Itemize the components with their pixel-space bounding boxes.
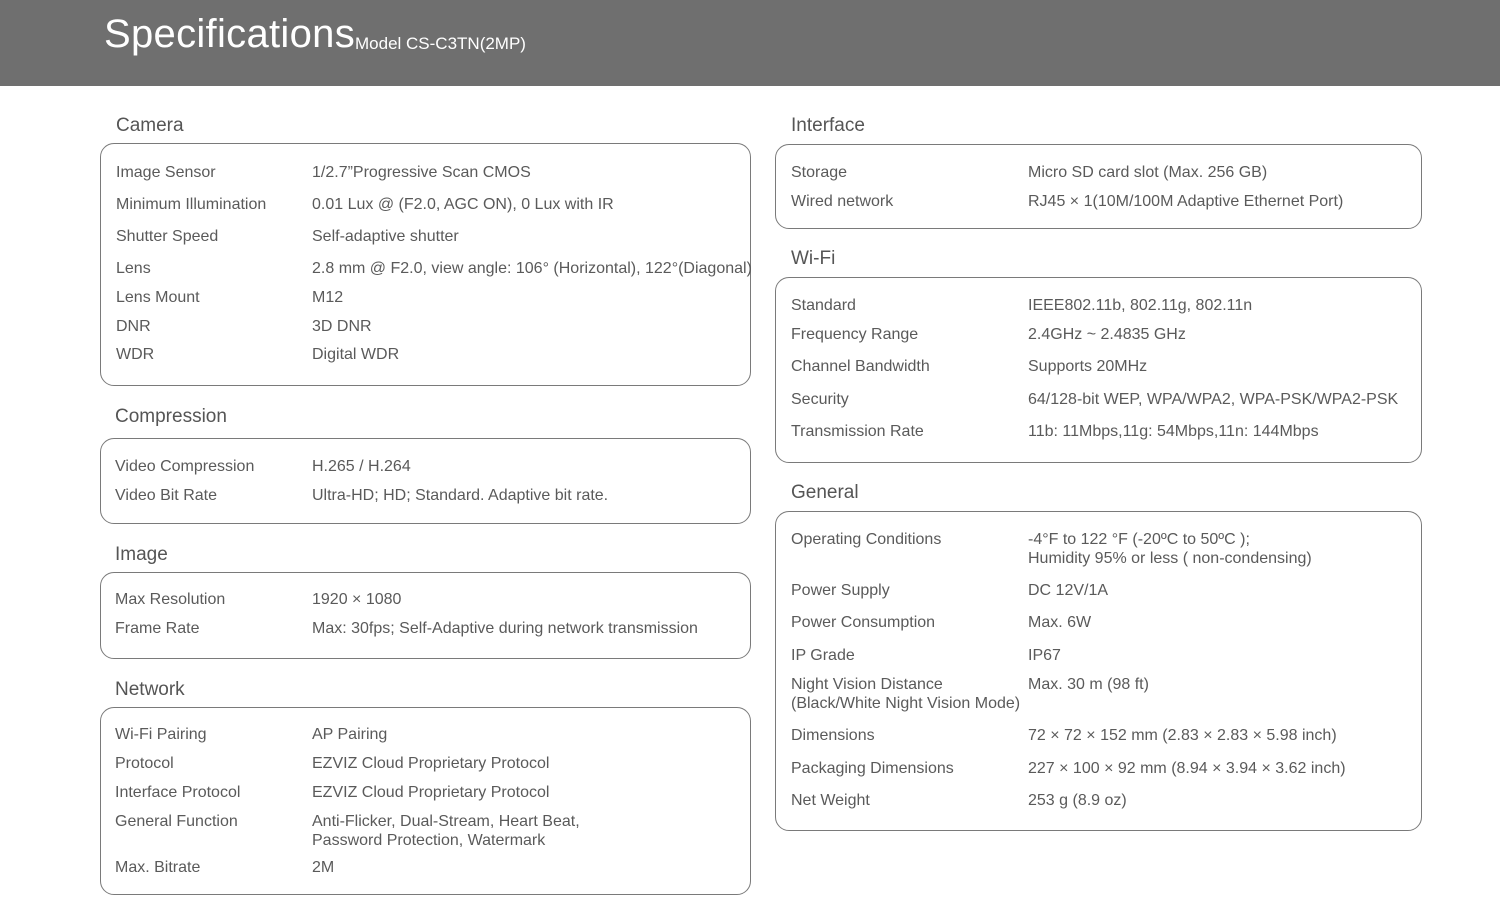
spec-label: Net Weight [791, 792, 870, 809]
spec-label: Security [791, 391, 849, 408]
spec-value: 2.8 mm @ F2.0, view angle: 106° (Horizontal), 122°(Diagonal) [312, 260, 752, 277]
spec-value: 72 × 72 × 152 mm (2.83 × 2.83 × 5.98 inch) [1028, 727, 1337, 744]
spec-label: Max Resolution [115, 591, 226, 608]
spec-label: Storage [791, 164, 848, 181]
spec-label: Wi-Fi Pairing [115, 726, 207, 743]
spec-label: Shutter Speed [116, 228, 219, 245]
spec-label: DNR [116, 318, 151, 335]
spec-value: Micro SD card slot (Max. 256 GB) [1028, 164, 1268, 181]
spec-value: RJ45 × 1(10M/100M Adaptive Ethernet Port) [1028, 193, 1344, 210]
section-title-compression: Compression [115, 406, 227, 427]
spec-value: H.265 / H.264 [312, 458, 411, 475]
spec-label: Channel Bandwidth [791, 358, 930, 375]
spec-value: Digital WDR [312, 346, 400, 363]
spec-value: Max: 30fps; Self-Adaptive during network transmission [312, 620, 698, 637]
spec-value: 227 × 100 × 92 mm (8.94 × 3.94 × 3.62 inch) [1028, 760, 1346, 777]
model-subtitle: Model CS-C3TN(2MP) [355, 34, 526, 53]
spec-value: 2.4GHz ~ 2.4835 GHz [1028, 326, 1186, 343]
spec-label: Interface Protocol [115, 784, 241, 801]
spec-value: EZVIZ Cloud Proprietary Protocol [312, 784, 550, 801]
page-title: Specifications [104, 12, 355, 56]
spec-value: Anti-Flicker, Dual-Stream, Heart Beat, [312, 813, 580, 830]
spec-label: Power Supply [791, 582, 890, 599]
section-title-image: Image [115, 544, 168, 565]
spec-label: Operating Conditions [791, 531, 942, 548]
spec-label: Video Compression [115, 458, 255, 475]
spec-value: IEEE802.11b, 802.11g, 802.11n [1028, 297, 1253, 314]
spec-label-line2: (Black/White Night Vision Mode) [791, 695, 1021, 712]
spec-value: 253 g (8.9 oz) [1028, 792, 1127, 809]
spec-label: General Function [115, 813, 238, 830]
section-title-wifi: Wi-Fi [791, 248, 836, 269]
spec-value-line2: Humidity 95% or less ( non-condensing) [1028, 550, 1312, 567]
spec-label: Packaging Dimensions [791, 760, 954, 777]
spec-value: -4°F to 122 °F (-20ºC to 50ºC ); [1028, 531, 1250, 548]
spec-label: Video Bit Rate [115, 487, 217, 504]
spec-value: 3D DNR [312, 318, 372, 335]
spec-box-interface [775, 144, 1422, 229]
spec-value: 11b: 11Mbps,11g: 54Mbps,11n: 144Mbps [1028, 423, 1319, 440]
spec-label: IP Grade [791, 647, 855, 664]
spec-label: Max. Bitrate [115, 859, 201, 876]
spec-value: Max. 30 m (98 ft) [1028, 676, 1149, 693]
spec-label: Lens [116, 260, 151, 277]
spec-box-image [100, 572, 751, 659]
spec-label: Dimensions [791, 727, 875, 744]
section-title-camera: Camera [116, 115, 184, 136]
header-bar [0, 0, 1500, 86]
spec-value: DC 12V/1A [1028, 582, 1109, 599]
spec-label: WDR [116, 346, 155, 363]
spec-value: 2M [312, 859, 335, 876]
spec-value: AP Pairing [312, 726, 388, 743]
spec-label: Protocol [115, 755, 174, 772]
spec-label: Night Vision Distance [791, 676, 943, 693]
spec-label: Frequency Range [791, 326, 919, 343]
spec-label: Transmission Rate [791, 423, 924, 440]
spec-label: Power Consumption [791, 614, 936, 631]
spec-value: M12 [312, 289, 344, 306]
spec-label: Lens Mount [116, 289, 200, 306]
spec-label: Wired network [791, 193, 894, 210]
spec-value: Ultra-HD; HD; Standard. Adaptive bit rate. [312, 487, 609, 504]
spec-value: IP67 [1028, 647, 1061, 664]
spec-value: Supports 20MHz [1028, 358, 1148, 375]
spec-value-line2: Password Protection, Watermark [312, 832, 546, 849]
spec-label: Frame Rate [115, 620, 200, 637]
spec-value: 0.01 Lux @ (F2.0, AGC ON), 0 Lux with IR [312, 196, 614, 213]
spec-box-compression [100, 438, 751, 524]
spec-value: Self-adaptive shutter [312, 228, 459, 245]
spec-value: Max. 6W [1028, 614, 1092, 631]
spec-value: EZVIZ Cloud Proprietary Protocol [312, 755, 550, 772]
section-title-network: Network [115, 679, 185, 700]
section-title-interface: Interface [791, 115, 865, 136]
spec-label: Minimum Illumination [116, 196, 267, 213]
spec-label: Standard [791, 297, 856, 314]
spec-value: 1/2.7”Progressive Scan CMOS [312, 164, 531, 181]
spec-label: Image Sensor [116, 164, 216, 181]
spec-value: 64/128-bit WEP, WPA/WPA2, WPA-PSK/WPA2-PSK [1028, 391, 1399, 408]
spec-value: 1920 × 1080 [312, 591, 402, 608]
section-title-general: General [791, 482, 859, 503]
